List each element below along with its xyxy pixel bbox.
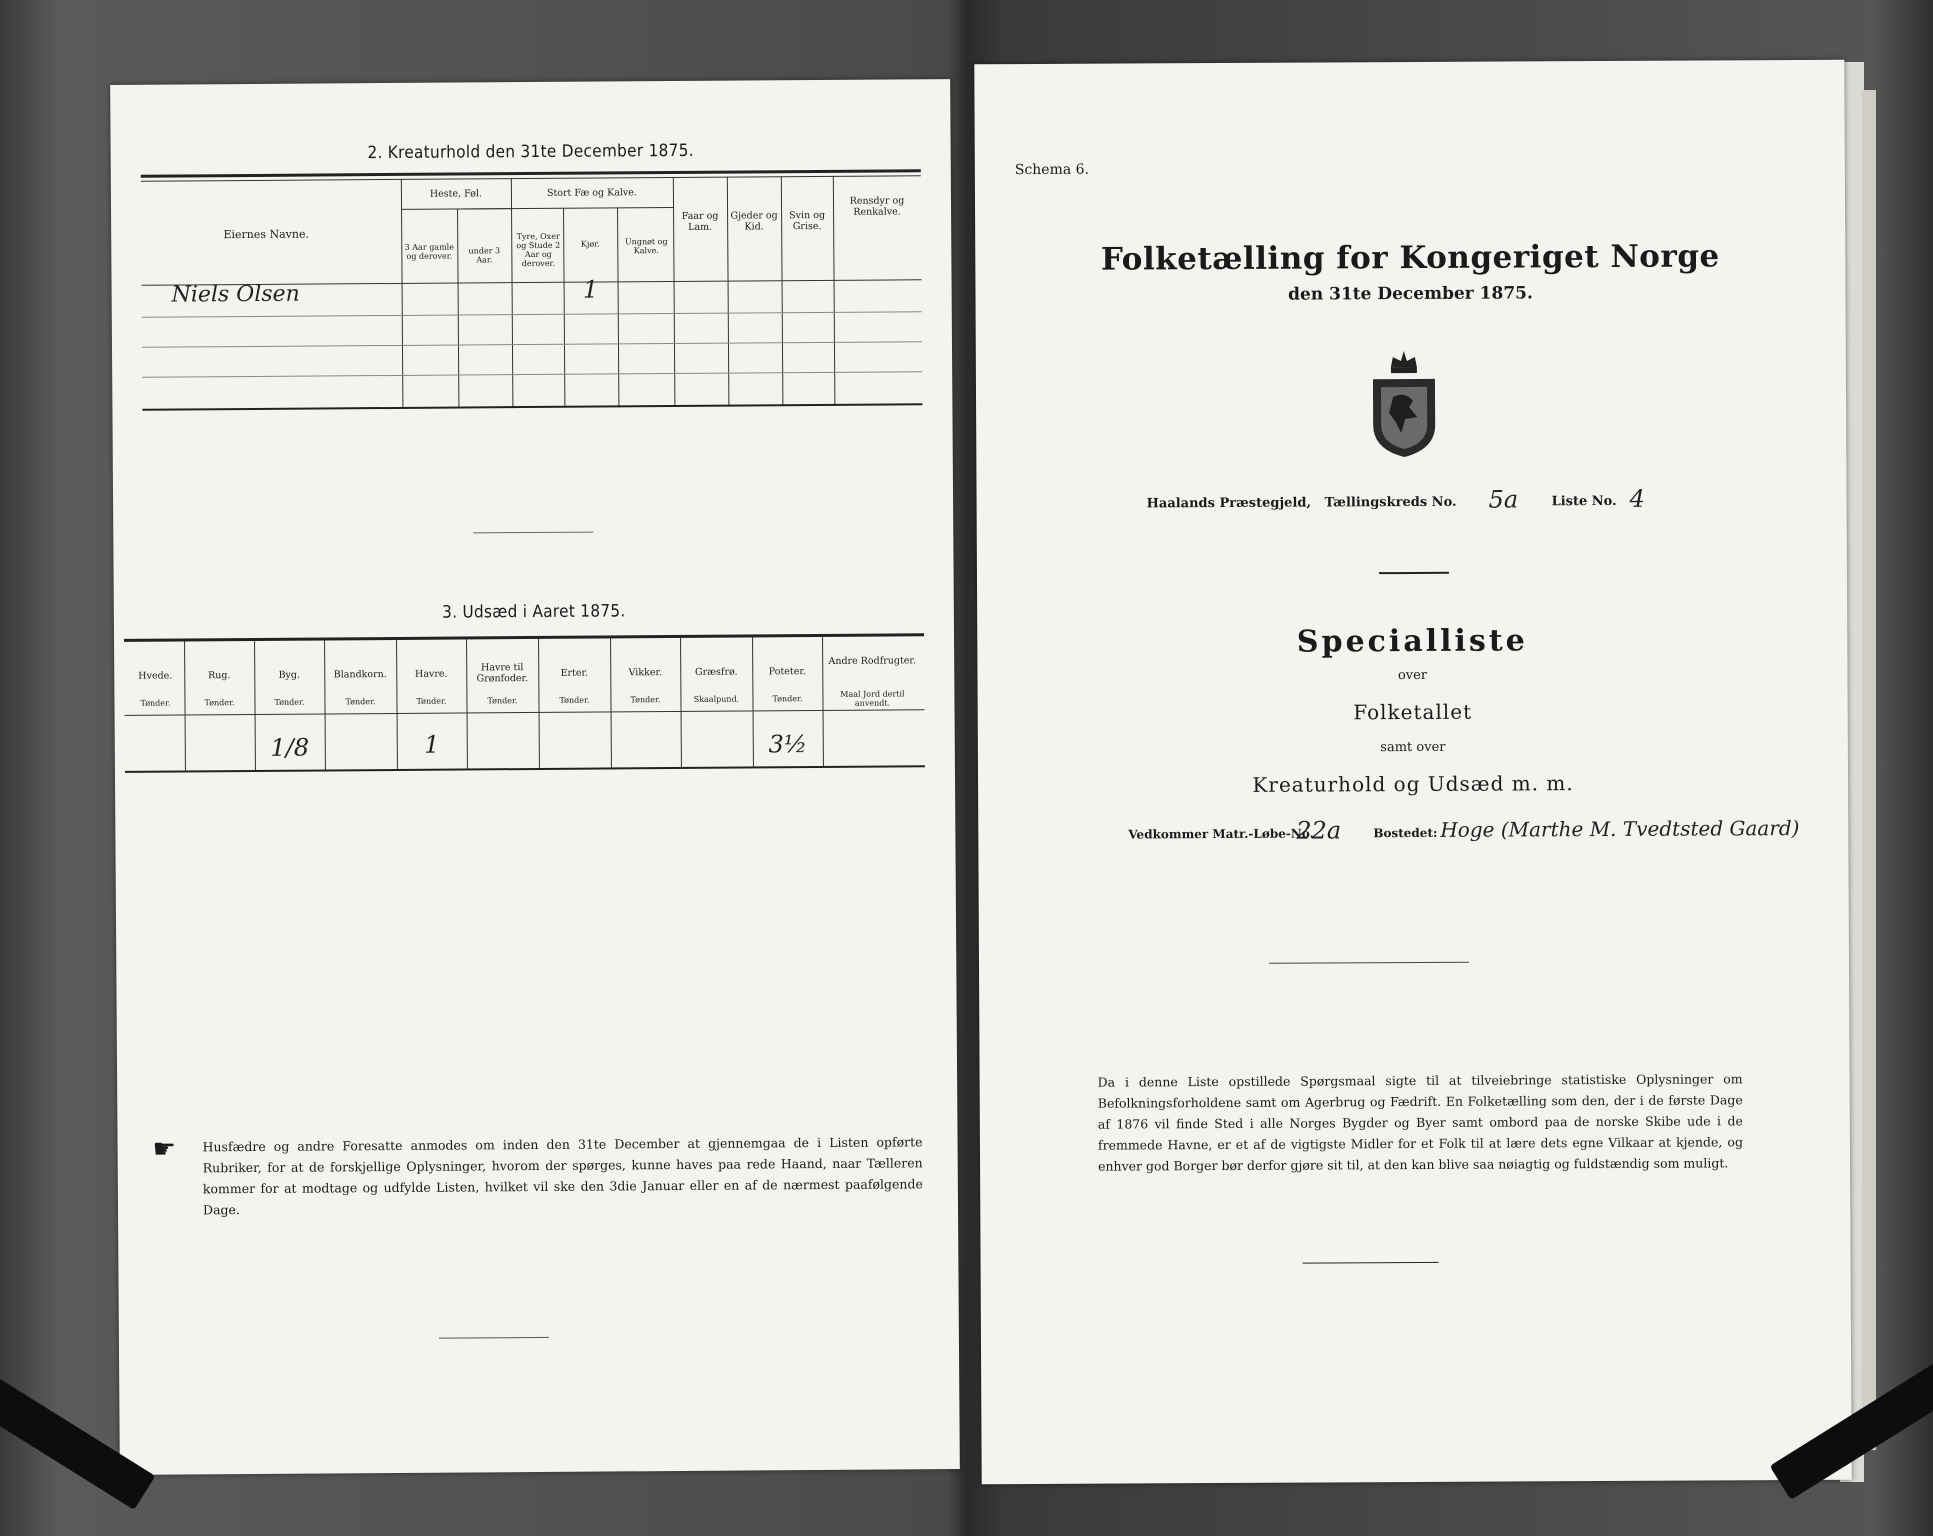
unit: Tønder. xyxy=(772,694,803,704)
header-tyre: Tyre, Oxer og Stude 2 Aar og derover. xyxy=(516,231,561,269)
header-rensdyr: Rensdyr og Renkalve. xyxy=(849,195,905,218)
kjor-value: 1 xyxy=(582,275,599,304)
unit: Tønder. xyxy=(204,698,235,708)
page-edge xyxy=(1862,90,1876,1450)
unit: Tønder. xyxy=(559,695,590,705)
header-svin: Svin og Grise. xyxy=(789,209,826,233)
header-heste: Heste, Føl. xyxy=(429,188,483,200)
col-blandkorn: Blandkorn. xyxy=(333,669,387,681)
samt-over: samt over xyxy=(1380,739,1446,756)
matr-label: Vedkommer Matr.-Løbe-No. xyxy=(1128,826,1314,842)
table-line xyxy=(125,709,925,716)
col-graesfro: Græsfrø. xyxy=(694,666,738,678)
byg-value: 1/8 xyxy=(270,733,310,762)
poteter-value: 3½ xyxy=(768,730,808,759)
liste-value: 4 xyxy=(1629,484,1645,513)
owner-header: Eiernes Navne. xyxy=(223,227,310,242)
header-ungnot: Ungnøt og Kalve. xyxy=(624,237,668,256)
divider xyxy=(1269,962,1469,964)
unit: Tønder. xyxy=(345,697,376,707)
col-andre: Andre Rodfrugter. xyxy=(828,655,916,667)
over-text: over xyxy=(1397,667,1428,684)
havre-value: 1 xyxy=(424,730,440,759)
bosted-value: Hoge (Marthe M. Tvedtsted Gaard) xyxy=(1440,815,1800,842)
livestock-title: 2. Kreaturhold den 31te December 1875. xyxy=(367,140,694,164)
divider xyxy=(473,532,593,534)
pointing-hand-icon: ☛ xyxy=(152,1134,177,1165)
table-line xyxy=(125,765,925,773)
right-page xyxy=(974,60,1851,1485)
header-kjor: Kjør. xyxy=(580,239,600,249)
table-line xyxy=(142,403,922,410)
col-vikker: Vikker. xyxy=(628,667,663,679)
krets-value: 5a xyxy=(1488,485,1519,514)
divider xyxy=(439,1337,549,1339)
table-line xyxy=(142,371,922,377)
table-line xyxy=(563,208,565,408)
main-title: Folketælling for Kongeriget Norge xyxy=(1100,238,1720,278)
header-3aar: 3 Aar gamle og derover. xyxy=(404,242,454,261)
unit: Skaalpund. xyxy=(693,694,740,704)
owner-name: Niels Olsen xyxy=(171,281,300,308)
table-line xyxy=(142,311,922,317)
unit: Tønder. xyxy=(416,696,447,706)
kreatur-title: Kreaturhold og Udsæd m. m. xyxy=(1252,771,1574,797)
col-erter: Erter. xyxy=(560,667,589,679)
col-poteter: Poteter. xyxy=(768,666,806,678)
unit: Tønder. xyxy=(274,697,305,707)
table-line xyxy=(142,341,922,347)
col-havre: Havre. xyxy=(414,668,448,680)
unit: Maal Jord dertil anvendt. xyxy=(840,689,905,708)
header-stort-fae: Stort Fæ og Kalve. xyxy=(546,187,637,199)
parish-label: Haalands Præstegjeld, xyxy=(1146,495,1312,512)
col-hvede: Hvede. xyxy=(138,670,173,682)
col-rug: Rug. xyxy=(208,670,231,682)
unit: Tønder. xyxy=(487,696,518,706)
divider xyxy=(1379,572,1449,574)
krets-label: Tællingskreds No. xyxy=(1324,494,1457,511)
left-page xyxy=(110,79,960,1475)
main-date: den 31te December 1875. xyxy=(1288,283,1533,305)
seed-title: 3. Udsæd i Aaret 1875. xyxy=(442,601,626,623)
col-byg: Byg. xyxy=(278,669,301,681)
divider xyxy=(1303,1262,1439,1264)
bosted-label: Bostedet: xyxy=(1373,825,1438,841)
unit: Tønder. xyxy=(630,695,661,705)
liste-label: Liste No. xyxy=(1551,493,1617,510)
header-under3: under 3 Aar. xyxy=(468,246,501,265)
body-text: Da i denne Liste opstillede Spørgsmaal sigte til at tilveiebringe statistiske Oplysninger om Befolkningsforholdene samt om Agerbrug og Fædrift. En Folketælling som den, der i de første Dage af 1876 vil finde Sted i alle Norges Bygder og Byer samt ombord paa de norske Skibe ude i de fremmede Havne, er et af de vigtigste Midler for et Folk til at lære dets egne Vilkaar at kjende, og enhver god Borger bør derfor gjøre sit til, at den kan blive saa nøiagtig og fuldstændig som muligt. xyxy=(1097,1071,1743,1174)
folketallet: Folketallet xyxy=(1353,699,1473,725)
notice-text: Husfædre og andre Foresatte anmodes om inden den 31te December at gjennemgaa de i Listen opførte Rubriker, for at de forskjellige Oplysninger, hvorom der spørges, kunne haves paa rede Haand, naar Tælleren kommer for at modtage og udfylde Listen, hvilket vil ske den 3die Januar eller en af de nærmest paafølgende Dage. xyxy=(202,1134,923,1218)
schema-label: Schema 6. xyxy=(1014,161,1090,179)
col-havre-gron: Havre til Grønfoder. xyxy=(476,662,529,685)
table-line xyxy=(457,209,459,409)
header-gjeder: Gjeder og Kid. xyxy=(730,210,778,233)
spec-title: Specialliste xyxy=(1296,623,1528,660)
table-line xyxy=(401,208,511,210)
coat-of-arms-icon xyxy=(1361,347,1448,463)
header-faar: Faar og Lam. xyxy=(681,210,719,233)
table-line xyxy=(124,633,924,642)
matr-value: 22a xyxy=(1296,816,1342,845)
unit: Tønder. xyxy=(140,698,171,708)
